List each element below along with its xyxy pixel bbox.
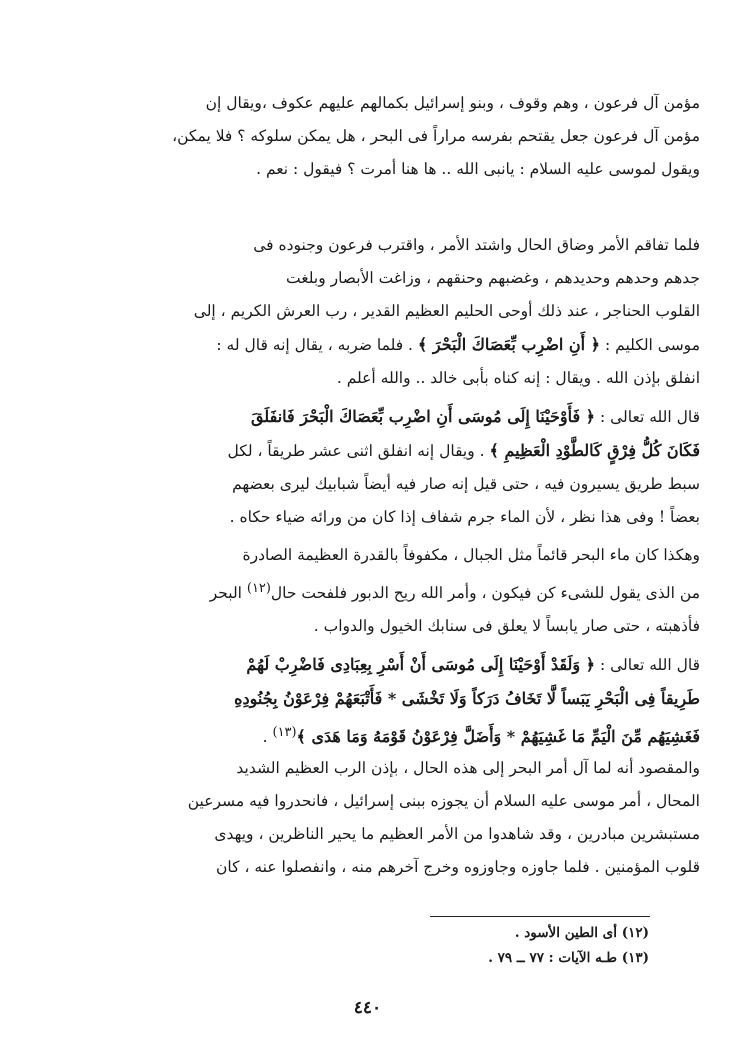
text-run: ويقول لموسى عليه السلام : يانبى الله .. ها هنا أمرت ؟ فيقول : نعم . xyxy=(256,160,700,178)
text-run: وهكذا كان ماء البحر قائماً مثل الجبال ، مكفوفاً بالقدرة العظيمة الصادرة xyxy=(242,546,700,564)
text-run: بعضاً ! وفى هذا نظر ، لأن الماء جرم شفاف إذا كان من ورائه ضياء حكاه . xyxy=(229,508,700,526)
quran-verse: طَرِيقاً فِى الْبَحْرِ يَبَساً لَّا تَخَافُ دَرَكاً وَلَا تَخْشَى * فَأَتْبَعَهُمْ فِرْعَوْنُ بِجُنُودِهِ xyxy=(234,689,700,708)
footnote-ref: (١٢) xyxy=(246,581,271,596)
text-run: مستبشرين مبادرين ، وقد شاهدوا من الأمر العظيم ما يحير الناظرين ، ويهدى xyxy=(214,825,700,843)
text-line xyxy=(100,851,700,884)
text-line xyxy=(100,818,700,851)
text-run: القلوب الحناجر ، عند ذلك أوحى الحليم العظيم القدير ، رب العرش الكريم ، إلى xyxy=(193,302,700,320)
text-run: قلوب المؤمنين . فلما جاوزه وجاوزوه وخرج آخرهم منه ، وانفصلوا عنه ، كان xyxy=(216,858,700,876)
text-line xyxy=(100,295,700,328)
paragraph-2 xyxy=(100,229,700,395)
text-run: مؤمن آل فرعون جعل يقتحم بفرسه مراراً فى البحر ، هل يمكن سلوكه ؟ فلا يمكن، xyxy=(172,127,700,145)
text-line xyxy=(100,682,700,716)
text-run: فلما تفاقم الأمر وضاق الحال واشتد الأمر ، واقترب فرعون وجنوده فى xyxy=(253,236,700,254)
text-run: سبط طريق يسيرون فيه ، حتى قيل إنه صار فيه أيضاً شبابيك ليرى بعضهم xyxy=(232,475,700,493)
text-line xyxy=(100,262,700,295)
text-line xyxy=(100,229,700,262)
text-line xyxy=(100,539,700,572)
text-run: فأذهبته ، حتى صار يابساً لا يعلق فى سنابك الخيول والدواب . xyxy=(313,617,700,636)
paragraph-1 xyxy=(100,87,700,186)
quran-verse: فَكَانَ كُلُّ فِرْقٍ كَالطَّوْدِ الْعَظِيمِ ﴾ xyxy=(489,441,700,460)
text-line xyxy=(100,752,700,785)
text-line xyxy=(100,362,700,395)
text-run: قال الله تعالى : xyxy=(595,656,700,674)
text-line xyxy=(100,501,700,534)
text-run: جدهم وحدهم وحديدهم ، وغضبهم وحنقهم ، وزاغت الأبصار وبلغت xyxy=(286,269,700,287)
text-line xyxy=(100,434,700,468)
text-run: قال الله تعالى : xyxy=(595,408,700,426)
text-line xyxy=(100,87,700,120)
text-line xyxy=(100,785,700,818)
text-run: موسى الكليم : xyxy=(600,336,700,354)
quran-verse: ﴿ فَأَوْحَيْنَا إِلَى مُوسَى أَنِ اضْرِب بِّعَصَاكَ الْبَحْرَ فَانفَلَقَ xyxy=(250,407,596,426)
paragraph-4 xyxy=(100,539,700,643)
text-run: البحر xyxy=(209,584,247,603)
text-run: والمقصود أنه لما آل أمر البحر إلى هذه الحال ، بإذن الرب العظيم الشديد xyxy=(236,759,700,777)
text-line xyxy=(100,120,700,153)
text-line xyxy=(100,153,700,186)
quran-verse: ﴿ وَلَقَدْ أَوْحَيْنَا إِلَى مُوسَى أَنْ أَسْرِ بِعِبَادِى فَاضْرِبْ لَهُمْ xyxy=(246,655,596,674)
text-line xyxy=(100,716,700,754)
footnote-12: (١٢) أى الطين الأسود . xyxy=(514,925,649,941)
text-line xyxy=(100,648,700,682)
text-line xyxy=(100,572,700,610)
text-run: مؤمن آل فرعون ، وهم وقوف ، وبنو إسرائيل بكمالهم عليهم عكوف ،ويقال إن xyxy=(205,94,700,112)
quran-verse: ﴿ أَنِ اضْرِب بِّعَصَاكَ الْبَحْرَ ﴾ xyxy=(417,335,601,354)
text-run: . ويقال إنه انفلق اثنى عشر طريقاً ، لكل xyxy=(227,442,490,460)
footnote-13: (١٣) طـه الآيات : ٧٧ ــ ٧٩ . xyxy=(488,950,649,966)
paragraph-5 xyxy=(100,648,700,754)
text-run: انفلق بإذن الله . ويقال : إنه كناه بأبى خالد .. والله أعلم . xyxy=(336,369,700,387)
text-run: . فلما ضربه ، يقال إنه قال له : xyxy=(216,336,418,354)
text-run: من الذى يقول للشىء كن فيكون ، وأمر الله ريح الدبور فلفحت حال xyxy=(270,584,700,603)
text-line xyxy=(100,468,700,501)
paragraph-3 xyxy=(100,400,700,534)
text-line xyxy=(100,400,700,434)
footnote-ref: (١٣) xyxy=(272,725,297,740)
text-line xyxy=(100,610,700,643)
text-line xyxy=(100,328,700,362)
page-number: ٤٤٠ xyxy=(353,998,382,1018)
quran-verse: فَغَشِيَهُم مِّنَ الْيَمِّ مَا غَشِيَهُمْ * وَأَضَلَّ فِرْعَوْنُ قَوْمَهُ وَمَا هَدَى ﴾ xyxy=(296,727,700,747)
footnote-divider xyxy=(430,916,650,917)
paragraph-6 xyxy=(100,752,700,884)
text-run: . xyxy=(262,728,273,747)
text-run: المحال ، أمر موسى عليه السلام أن يجوزه ببنى إسرائيل ، فانحدروا فيه مسرعين xyxy=(187,792,700,810)
